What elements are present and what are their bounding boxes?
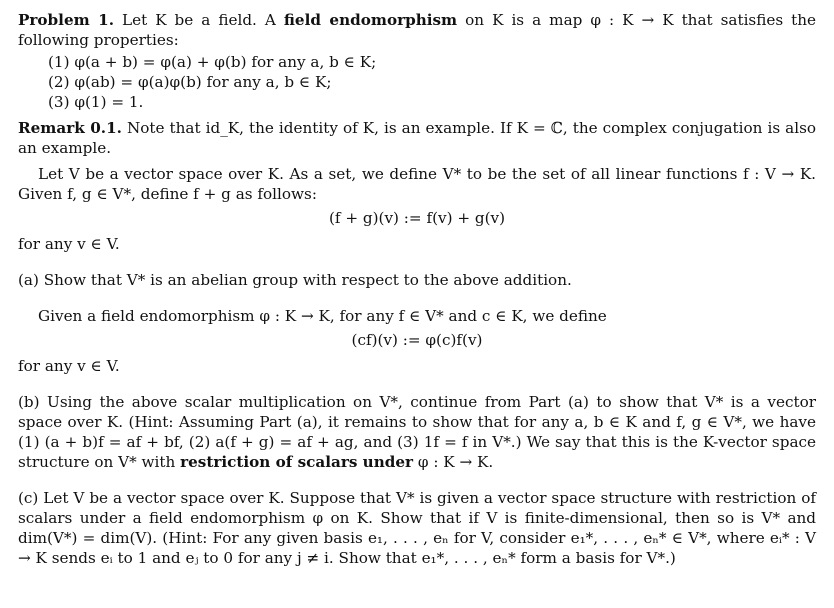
- dual-definition-after: for any v ∈ V.: [18, 235, 120, 253]
- problem-intro-post: on K is a map φ : K → K that satisfies the following properties:: [18, 11, 817, 49]
- remark-text: Note that id_K, the identity of K, is an example. If K = ℂ, the complex conjugation is also an example.: [18, 119, 817, 157]
- part-b: [18, 392, 816, 472]
- remark: [18, 118, 816, 158]
- part-b-text-post: φ : K → K.: [417, 453, 494, 471]
- addition-formula: (f + g)(v) := f(v) + g(v): [328, 209, 506, 227]
- problem-heading: Problem 1.: [18, 11, 114, 29]
- problem-statement: [18, 10, 816, 50]
- scalar-formula: (cf)(v) := φ(c)f(v): [351, 331, 483, 349]
- part-c: (c) Let V be a vector space over K. Suppose that V* is given a vector space structure with restriction of scalars under a field endomorphism φ on K. Show that if V is finite-dimensional, then so is V* and dim(V*) = dim(V). (Hint: For any given basis e₁, . . . , eₙ for V, consider e₁*, . . . , eₙ* ∈ V*, where eᵢ* : V → K sends eᵢ to 1 and eⱼ to 0 for any j ≠ i. Show that e₁*, . . . , eₙ* form a basis for V*.): [18, 489, 816, 567]
- problem-term: field endomorphism: [283, 11, 458, 29]
- part-a: (a) Show that V* is an abelian group with respect to the above addition.: [18, 271, 572, 289]
- scalar-definition-after: for any v ∈ V.: [18, 357, 120, 375]
- property-item: (3) φ(1) = 1.: [48, 93, 144, 111]
- remark-heading: Remark 0.1.: [18, 119, 122, 137]
- property-item: (1) φ(a + b) = φ(a) + φ(b) for any a, b ∈ K;: [48, 53, 377, 71]
- dual-definition: Let V be a vector space over K. As a set, we define V* to be the set of all linear functions f : V → K. Given f, g ∈ V*, define f + g as follows:: [18, 165, 816, 203]
- properties-list: [48, 52, 816, 112]
- part-b-bold: restriction of scalars under: [180, 453, 414, 471]
- problem-intro-pre: Let K be a field. A: [122, 11, 276, 29]
- scalar-definition: Given a field endomorphism φ : K → K, for any f ∈ V* and c ∈ K, we define: [38, 307, 607, 325]
- part-b-text: (b) Using the above scalar multiplication on V*, continue from Part (a) to show that V* is a vector space over K. (Hint: Assuming Part (a), it remains to show that for any a, b ∈ K and f, g ∈ V*, we have (1) (a + b)f = af + bf, (2) a(f + g) = af + ag, and (3) 1f = f in V*.) We say that this is the K-vector space structure on V* with: [18, 393, 816, 471]
- property-item: (2) φ(ab) = φ(a)φ(b) for any a, b ∈ K;: [48, 73, 332, 91]
